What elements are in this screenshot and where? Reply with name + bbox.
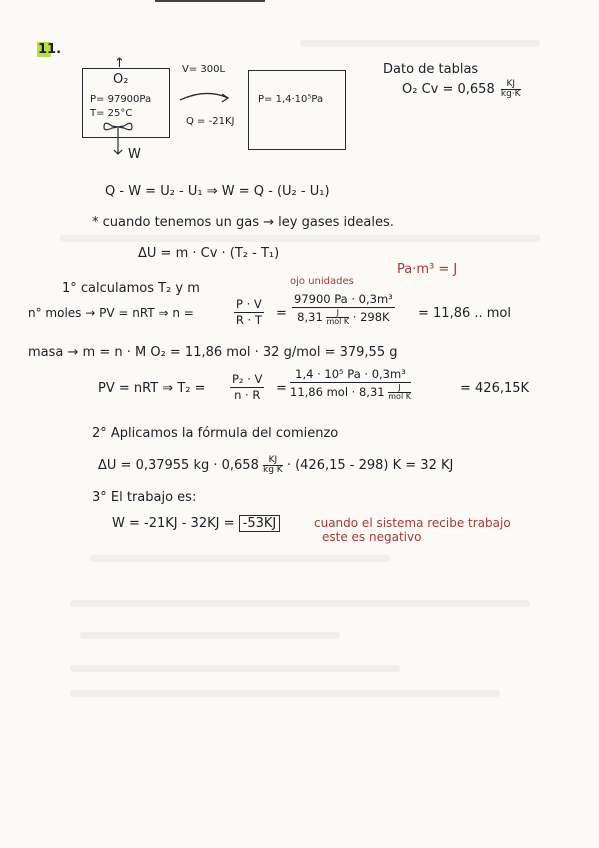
bleed-through (80, 632, 340, 639)
process-arrow-icon (176, 86, 236, 106)
moles-den-r: 8,31 (297, 310, 323, 324)
du-unit-den: kg K (263, 465, 283, 475)
work-note-line2: este es negativo (322, 530, 422, 544)
bleed-through (70, 665, 400, 672)
gas-note-text: * cuando tenemos un gas → ley gases ideales. (92, 215, 394, 230)
state1-pressure: P= 97900Pa (90, 94, 152, 105)
bleed-through (70, 690, 500, 697)
du-unit-num: KJ (263, 456, 283, 466)
top-rule (155, 0, 265, 2)
work-calculation (112, 516, 280, 531)
state2-box (248, 70, 346, 150)
du-part-a: ΔU = 0,37955 kg · 0,658 (98, 458, 259, 473)
table-value-unit (501, 80, 521, 99)
moles-symbolic-den: R · T (235, 313, 262, 327)
table-unit-num: KJ (501, 80, 521, 90)
t2-den-unit-den: mol K (388, 392, 411, 401)
work-part-a: W = -21KJ - 32KJ = (112, 516, 235, 531)
moles-numeric-den (292, 308, 395, 326)
t2-label: PV = nRT ⇒ T₂ = (98, 381, 206, 396)
units-remark: ojo unidades (290, 276, 354, 287)
moles-den-unit-den: mol K (326, 317, 350, 326)
moles-den-unit (326, 309, 349, 326)
moles-symbolic-num: P · V (236, 297, 262, 311)
moles-symbolic-fraction (234, 298, 264, 327)
du-part-b: · (426,15 - 298) K = 32 KJ (286, 458, 454, 473)
state2-pressure: P= 1,4·10⁵Pa (258, 94, 324, 105)
moles-equals: = (276, 306, 287, 321)
state1-arrow: ↑ (114, 56, 125, 71)
state1-gas: O₂ (113, 72, 129, 87)
moles-result: = 11,86 .. mol (418, 306, 511, 321)
state1-temperature: T= 25°C (90, 108, 133, 119)
t2-symbolic-fraction (230, 373, 264, 402)
t2-numeric-num: 1,4 · 10⁵ Pa · 0,3m³ (290, 368, 411, 383)
step3-heading: 3° El trabajo es: (92, 490, 197, 505)
moles-den-t: · 298K (352, 310, 390, 324)
t2-den-unit-num: J (388, 384, 411, 393)
t2-equals: = (276, 381, 287, 396)
moles-numeric-fraction (292, 293, 395, 326)
table-unit-den: kg·K (500, 89, 521, 99)
first-law-line: Q - W = U₂ - U₁ ⇒ W = Q - (U₂ - U₁) (105, 184, 330, 199)
table-value (402, 80, 521, 99)
work-result-box: -53KJ (239, 515, 281, 532)
bleed-through (60, 235, 540, 242)
t2-numeric-fraction (290, 368, 411, 401)
problem-number: 11. (38, 42, 62, 57)
heat-label: Q = -21KJ (186, 116, 235, 127)
step1-heading: 1° calculamos T₂ y m (62, 281, 200, 296)
work-note-line1: cuando el sistema recibe trabajo (314, 516, 511, 530)
table-value-text: O₂ Cv = 0,658 (402, 82, 495, 97)
unit-note: Pa·m³ = J (397, 262, 458, 277)
bleed-through (300, 40, 540, 47)
step2-heading: 2° Aplicamos la fórmula del comienzo (92, 426, 339, 441)
moles-label: n° moles → PV = nRT ⇒ n = (28, 306, 194, 320)
mass-line: masa → m = n · M O₂ = 11,86 mol · 32 g/mol = 379,55 g (28, 345, 398, 360)
bleed-through (90, 555, 390, 562)
delta-u-calculation (98, 456, 453, 475)
t2-den-unit (388, 384, 411, 401)
t2-symbolic-den: n · R (234, 388, 261, 402)
moles-numeric-num: 97900 Pa · 0,3m³ (294, 292, 393, 306)
gas-note (92, 215, 394, 230)
delta-u-formula: ΔU = m · Cv · (T₂ - T₁) (138, 246, 280, 261)
t2-den-text: 11,86 mol · 8,31 (290, 385, 385, 399)
t2-result: = 426,15K (460, 381, 530, 396)
work-label: W (128, 147, 141, 162)
du-unit (263, 456, 283, 475)
t2-numeric-den (290, 383, 411, 401)
t2-symbolic-num: P₂ · V (232, 372, 263, 386)
table-title: Dato de tablas (383, 62, 479, 77)
shaft-work-icon (100, 118, 150, 162)
moles-den-unit-num: J (326, 309, 349, 318)
volume-label: V= 300L (182, 64, 226, 75)
bleed-through (70, 600, 530, 607)
